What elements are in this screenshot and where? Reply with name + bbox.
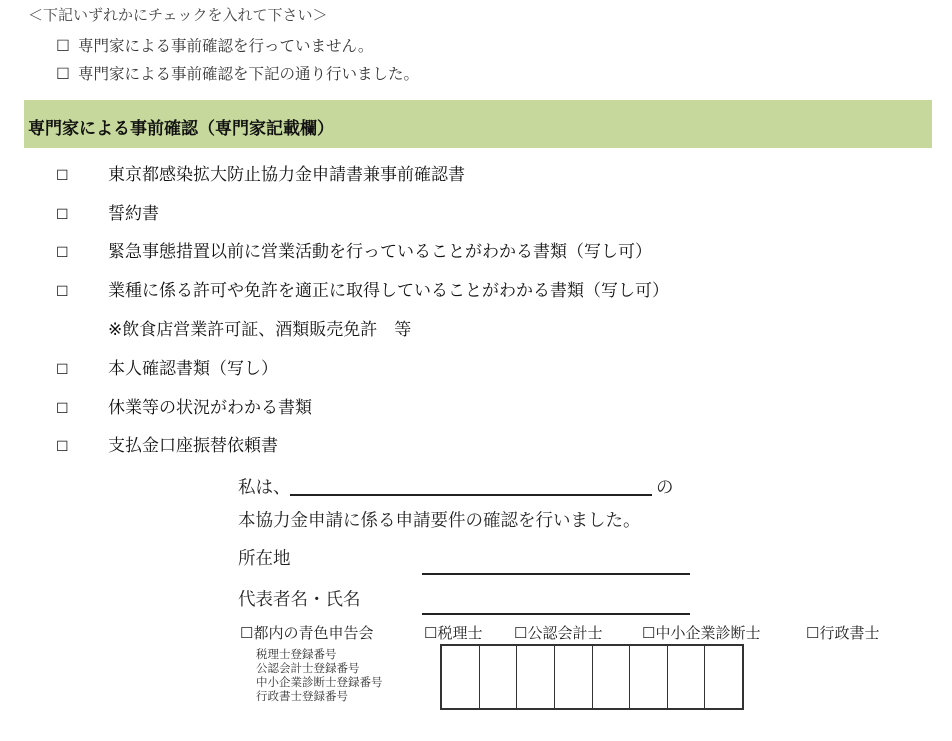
- option-label: 専門家による事前確認を下記の通り行いました。: [78, 65, 420, 83]
- qualification-tax-accountant[interactable]: ☐税理士: [424, 624, 483, 642]
- checkbox[interactable]: ☐: [56, 37, 70, 55]
- section-title: 専門家による事前確認（専門家記載欄）: [28, 119, 334, 139]
- registration-digit-cell[interactable]: [593, 646, 631, 708]
- expert-name-line[interactable]: [290, 494, 652, 496]
- checkbox[interactable]: ☐: [56, 245, 69, 261]
- registration-digit-cell[interactable]: [517, 646, 555, 708]
- qualification-admin-scrivener[interactable]: ☐行政書士: [806, 624, 880, 642]
- registration-digit-cell[interactable]: [480, 646, 518, 708]
- registration-label: 中小企業診断士登録番号: [256, 675, 383, 689]
- option-label: 専門家による事前確認を行っていません。: [78, 37, 374, 55]
- qualification-blue-return[interactable]: ☐都内の青色申告会: [240, 624, 374, 642]
- checklist-item[interactable]: [56, 237, 652, 262]
- checklist-item[interactable]: [56, 354, 278, 379]
- instruction-text: ＜下記いずれかにチェックを入れて下さい＞: [28, 6, 328, 24]
- registration-digit-cell[interactable]: [630, 646, 668, 708]
- checkbox[interactable]: ☐: [56, 65, 70, 83]
- option-not-confirmed[interactable]: [56, 34, 373, 56]
- checkbox[interactable]: ☐: [56, 207, 69, 223]
- checklist-label: 休業等の状況がわかる書類: [108, 398, 312, 418]
- checklist-item[interactable]: [56, 160, 465, 185]
- permit-note: ※飲食店営業許可証、酒類販売免許 等: [108, 320, 412, 340]
- checkbox[interactable]: ☐: [56, 168, 69, 184]
- declaration-text: 本協力金申請に係る申請要件の確認を行いました。: [238, 511, 641, 531]
- registration-label: 公認会計士登録番号: [256, 661, 360, 675]
- checklist-label: 誓約書: [108, 204, 159, 224]
- section-header: [24, 100, 932, 148]
- checklist-item[interactable]: [56, 276, 669, 301]
- checkbox[interactable]: ☐: [56, 362, 69, 378]
- registration-digit-cell[interactable]: [442, 646, 480, 708]
- registration-label: 行政書士登録番号: [256, 689, 348, 703]
- checklist-label: 東京都感染拡大防止協力金申請書兼事前確認書: [108, 165, 465, 185]
- declaration-prefix: 私は、: [238, 478, 291, 498]
- checkbox[interactable]: ☐: [56, 439, 69, 455]
- registration-number-grid[interactable]: [440, 644, 744, 710]
- checklist-item[interactable]: [56, 393, 312, 418]
- checklist-label: 本人確認書類（写し）: [108, 359, 278, 379]
- location-label: 所在地: [238, 549, 291, 569]
- registration-label: 税理士登録番号: [256, 647, 337, 661]
- declaration-suffix: の: [656, 478, 674, 498]
- location-line[interactable]: [422, 573, 690, 575]
- checklist-label: 支払金口座振替依頼書: [108, 436, 278, 456]
- checkbox[interactable]: ☐: [56, 284, 69, 300]
- registration-digit-cell[interactable]: [668, 646, 706, 708]
- checklist-item[interactable]: [56, 199, 159, 224]
- representative-line[interactable]: [422, 613, 690, 615]
- representative-label: 代表者名・氏名: [238, 590, 361, 610]
- checklist-item[interactable]: [56, 431, 278, 456]
- registration-digit-cell[interactable]: [555, 646, 593, 708]
- checklist-label: 緊急事態措置以前に営業活動を行っていることがわかる書類（写し可）: [108, 242, 652, 262]
- checklist-label: 業種に係る許可や免許を適正に取得していることがわかる書類（写し可）: [108, 281, 669, 301]
- qualification-sme-consultant[interactable]: ☐中小企業診断士: [642, 624, 761, 642]
- qualification-cpa[interactable]: ☐公認会計士: [514, 624, 603, 642]
- checkbox[interactable]: ☐: [56, 401, 69, 417]
- registration-digit-cell[interactable]: [705, 646, 742, 708]
- option-confirmed[interactable]: [56, 62, 419, 84]
